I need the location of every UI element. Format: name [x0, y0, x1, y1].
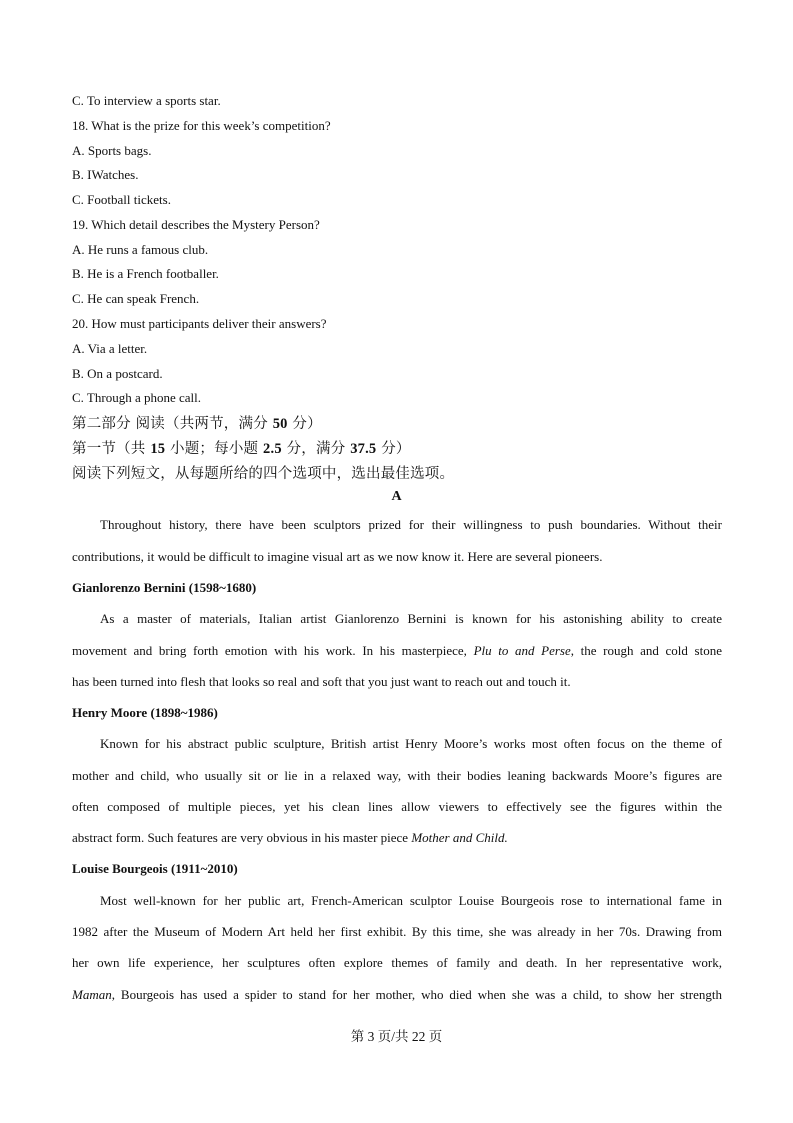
bernini-line-2: movement and bring forth emotion with his work. In his masterpiece, Plu to and Perse, the rough and cold stone [72, 643, 722, 658]
option-18b: B. IWatches. [72, 167, 139, 182]
moore-line-1: Known for his abstract public sculpture, British artist Henry Moore’s works most often focus on the theme of [100, 736, 722, 751]
option-20b: B. On a postcard. [72, 366, 163, 381]
bernini-line-1: As a master of materials, Italian artist Gianlorenzo Bernini is known for his astonishing ability to create [100, 611, 722, 626]
passage-label: A [391, 489, 402, 504]
instruction-text: 阅读下列短文，从每题所给的四个选项中，选出最佳选项。 [72, 466, 455, 482]
option-18a: A. Sports bags. [72, 143, 152, 158]
question-19: 19. Which detail describes the Mystery Person? [72, 217, 320, 232]
option-20a: A. Via a letter. [72, 341, 148, 356]
option-19a: A. He runs a famous club. [72, 242, 209, 257]
part-two-heading: 第二部分 阅读（共两节，满分 50 分） [72, 416, 322, 432]
option-19b: B. He is a French footballer. [72, 266, 219, 281]
bourgeois-heading: Louise Bourgeois (1911~2010) [72, 861, 238, 876]
question-20: 20. How must participants deliver their answers? [72, 316, 327, 331]
bourgeois-line-2: 1982 after the Museum of Modern Art held her first exhibit. By this time, she was already in her 70s. Drawing from [72, 924, 722, 939]
moore-line-2: mother and child, who usually sit or lie in a relaxed way, with their bodies leaning backwards Moore’s figures are [72, 768, 722, 783]
option-17c: C. To interview a sports star. [72, 93, 221, 108]
question-18: 18. What is the prize for this week’s competition? [72, 118, 331, 133]
section-one-heading: 第一节（共 15 小题；每小题 2.5 分，满分 37.5 分） [72, 441, 411, 457]
option-19c: C. He can speak French. [72, 291, 200, 306]
moore-line-3: often composed of multiple pieces, yet his clean lines allow viewers to effectively see the figures within the [72, 799, 722, 814]
bourgeois-line-1: Most well-known for her public art, French-American sculptor Louise Bourgeois rose to international fame in [100, 893, 722, 908]
bernini-line-3: has been turned into flesh that looks so real and soft that you just want to reach out and touch it. [72, 674, 571, 689]
intro-line-2: contributions, it would be difficult to imagine visual art as we now know it. Here are several pioneers. [72, 549, 603, 564]
intro-line-1: Throughout history, there have been sculptors prized for their willingness to push boundaries. Without their [100, 517, 722, 532]
moore-line-4: abstract form. Such features are very obvious in his master piece Mother and Child. [72, 830, 508, 845]
moore-heading: Henry Moore (1898~1986) [72, 705, 218, 720]
option-18c: C. Football tickets. [72, 192, 171, 207]
bernini-heading: Gianlorenzo Bernini (1598~1680) [72, 580, 257, 595]
bourgeois-line-3: her own life experience, her sculptures often explore themes of family and death. In her representative work, [72, 955, 722, 970]
page-number: 第 3 页/共 22 页 [350, 1029, 443, 1044]
option-20c: C. Through a phone call. [72, 390, 202, 405]
artwork-title: Mother and Child. [411, 830, 508, 845]
bourgeois-line-4: Maman, Bourgeois has used a spider to stand for her mother, who died when she was a child, to show her strength [72, 987, 722, 1002]
artwork-title: Maman [72, 987, 112, 1002]
artwork-title: Plu to and Perse [473, 643, 571, 658]
